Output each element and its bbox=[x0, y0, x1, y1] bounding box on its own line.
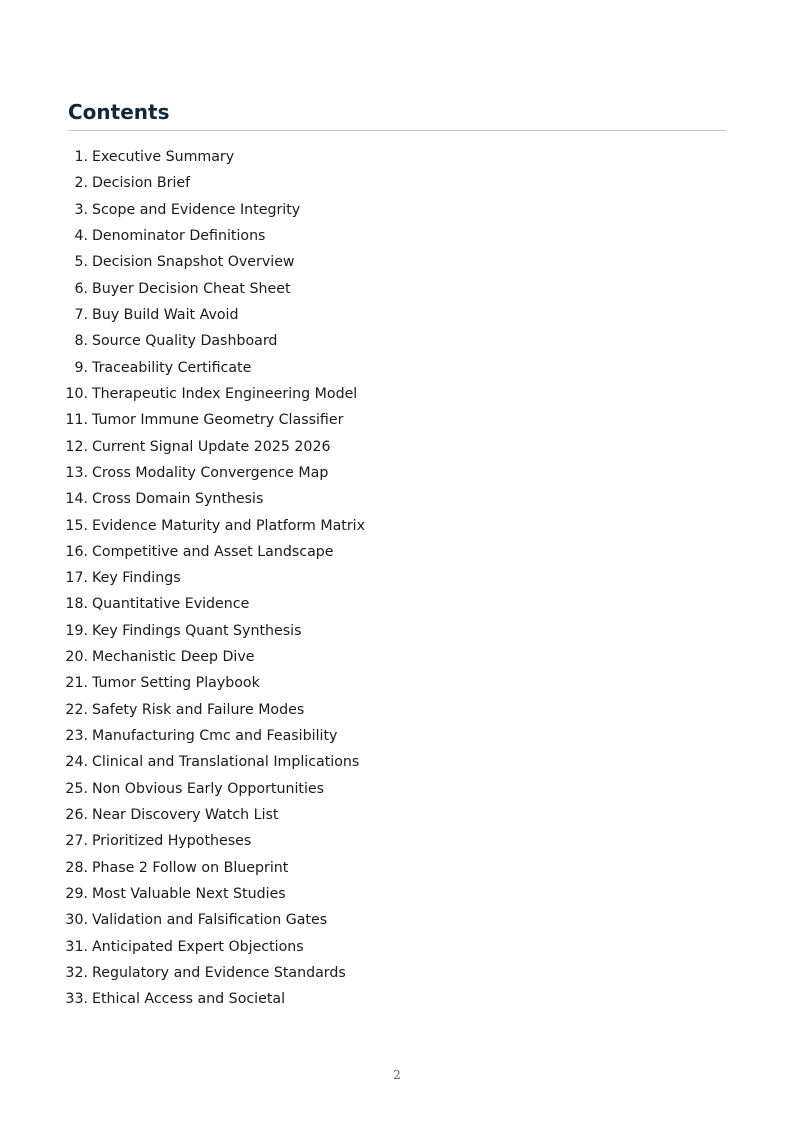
toc-entry-label: Phase 2 Follow on Blueprint bbox=[92, 859, 289, 876]
toc-entry-number: 18. bbox=[65, 596, 88, 613]
toc-entry[interactable] bbox=[40, 749, 365, 775]
toc-entry-number: 30. bbox=[65, 912, 88, 929]
toc-entry-number: 4. bbox=[74, 228, 88, 245]
toc-entry[interactable] bbox=[40, 302, 365, 328]
toc-entry-number: 16. bbox=[65, 543, 88, 560]
toc-entry-label: Most Valuable Next Studies bbox=[92, 885, 286, 902]
toc-entry[interactable] bbox=[40, 328, 365, 354]
toc-entry-label: Near Discovery Watch List bbox=[92, 806, 279, 823]
page-number: 2 bbox=[393, 1068, 401, 1082]
toc-entry[interactable] bbox=[40, 697, 365, 723]
toc-entry[interactable] bbox=[40, 907, 365, 933]
toc-entry-label: Regulatory and Evidence Standards bbox=[92, 964, 346, 981]
toc-entry[interactable] bbox=[40, 644, 365, 670]
toc-entry-number: 13. bbox=[65, 464, 88, 481]
toc-entry-number: 19. bbox=[65, 622, 88, 639]
toc-entry-label: Prioritized Hypotheses bbox=[92, 833, 252, 850]
toc-entry-label: Buyer Decision Cheat Sheet bbox=[92, 280, 291, 297]
toc-entry[interactable] bbox=[40, 460, 365, 486]
toc-entry-label: Cross Domain Synthesis bbox=[92, 491, 264, 508]
toc-entry-number: 20. bbox=[65, 649, 88, 666]
toc-entry-label: Safety Risk and Failure Modes bbox=[92, 701, 305, 718]
toc-entry-number: 17. bbox=[65, 570, 88, 587]
toc-entry-number: 31. bbox=[65, 938, 88, 955]
toc-entry[interactable] bbox=[40, 828, 365, 854]
toc-entry-label: Denominator Definitions bbox=[92, 228, 266, 245]
toc-entry[interactable] bbox=[40, 381, 365, 407]
toc-entry-number: 26. bbox=[65, 806, 88, 823]
toc-entry[interactable] bbox=[40, 249, 365, 275]
contents-list bbox=[40, 144, 365, 1012]
toc-entry[interactable] bbox=[40, 223, 365, 249]
toc-entry-number: 27. bbox=[65, 833, 88, 850]
toc-entry-label: Non Obvious Early Opportunities bbox=[92, 780, 325, 797]
toc-entry-label: Current Signal Update 2025 2026 bbox=[92, 438, 331, 455]
heading-divider bbox=[68, 130, 726, 131]
toc-entry-number: 33. bbox=[65, 991, 88, 1008]
toc-entry[interactable] bbox=[40, 802, 365, 828]
toc-entry-label: Validation and Falsification Gates bbox=[92, 912, 328, 929]
toc-entry-label: Clinical and Translational Implications bbox=[92, 754, 360, 771]
toc-entry-label: Cross Modality Convergence Map bbox=[92, 464, 329, 481]
toc-entry[interactable] bbox=[40, 407, 365, 433]
toc-entry-number: 21. bbox=[65, 675, 88, 692]
toc-entry-label: Executive Summary bbox=[92, 149, 235, 166]
toc-entry-label: Tumor Immune Geometry Classifier bbox=[92, 412, 344, 429]
toc-entry-label: Competitive and Asset Landscape bbox=[92, 543, 334, 560]
toc-entry-label: Source Quality Dashboard bbox=[92, 333, 278, 350]
toc-entry-number: 15. bbox=[65, 517, 88, 534]
toc-entry[interactable] bbox=[40, 565, 365, 591]
toc-entry[interactable] bbox=[40, 591, 365, 617]
toc-entry-number: 10. bbox=[65, 385, 88, 402]
toc-entry-label: Quantitative Evidence bbox=[92, 596, 250, 613]
toc-entry[interactable] bbox=[40, 986, 365, 1012]
toc-entry[interactable] bbox=[40, 144, 365, 170]
toc-entry-label: Anticipated Expert Objections bbox=[92, 938, 304, 955]
toc-entry-label: Buy Build Wait Avoid bbox=[92, 307, 239, 324]
toc-entry-number: 1. bbox=[74, 149, 88, 166]
toc-entry-number: 7. bbox=[74, 307, 88, 324]
toc-entry-number: 8. bbox=[74, 333, 88, 350]
toc-entry-number: 28. bbox=[65, 859, 88, 876]
toc-entry-number: 5. bbox=[74, 254, 88, 271]
toc-entry[interactable] bbox=[40, 933, 365, 959]
toc-entry-number: 32. bbox=[65, 964, 88, 981]
toc-entry[interactable] bbox=[40, 776, 365, 802]
toc-entry-number: 3. bbox=[74, 201, 88, 218]
toc-entry-label: Decision Brief bbox=[92, 175, 191, 192]
toc-entry-number: 24. bbox=[65, 754, 88, 771]
toc-entry-label: Evidence Maturity and Platform Matrix bbox=[92, 517, 366, 534]
toc-entry[interactable] bbox=[40, 433, 365, 459]
toc-entry[interactable] bbox=[40, 670, 365, 696]
toc-entry-number: 23. bbox=[65, 728, 88, 745]
toc-entry[interactable] bbox=[40, 355, 365, 381]
toc-entry-label: Decision Snapshot Overview bbox=[92, 254, 295, 271]
contents-heading: Contents bbox=[68, 100, 170, 124]
toc-entry-label: Manufacturing Cmc and Feasibility bbox=[92, 728, 338, 745]
toc-entry-number: 11. bbox=[65, 412, 88, 429]
toc-entry[interactable] bbox=[40, 170, 365, 196]
toc-entry-number: 29. bbox=[65, 885, 88, 902]
toc-entry[interactable] bbox=[40, 723, 365, 749]
toc-entry-label: Ethical Access and Societal bbox=[92, 991, 286, 1008]
toc-entry-number: 2. bbox=[74, 175, 88, 192]
toc-entry-number: 22. bbox=[65, 701, 88, 718]
toc-entry[interactable] bbox=[40, 854, 365, 880]
toc-entry-label: Key Findings bbox=[92, 570, 181, 587]
toc-entry-label: Tumor Setting Playbook bbox=[92, 675, 260, 692]
toc-entry-number: 6. bbox=[74, 280, 88, 297]
toc-entry-number: 12. bbox=[65, 438, 88, 455]
toc-entry[interactable] bbox=[40, 197, 365, 223]
toc-entry-number: 14. bbox=[65, 491, 88, 508]
toc-entry[interactable] bbox=[40, 960, 365, 986]
toc-entry[interactable] bbox=[40, 486, 365, 512]
toc-entry[interactable] bbox=[40, 618, 365, 644]
toc-entry-number: 25. bbox=[65, 780, 88, 797]
toc-entry[interactable] bbox=[40, 539, 365, 565]
toc-entry[interactable] bbox=[40, 276, 365, 302]
toc-entry-label: Traceability Certificate bbox=[92, 359, 252, 376]
toc-entry-label: Mechanistic Deep Dive bbox=[92, 649, 255, 666]
toc-entry-number: 9. bbox=[74, 359, 88, 376]
toc-entry[interactable] bbox=[40, 512, 365, 538]
toc-entry-label: Therapeutic Index Engineering Model bbox=[92, 385, 358, 402]
toc-entry[interactable] bbox=[40, 881, 365, 907]
toc-entry-label: Key Findings Quant Synthesis bbox=[92, 622, 302, 639]
toc-entry-label: Scope and Evidence Integrity bbox=[92, 201, 301, 218]
